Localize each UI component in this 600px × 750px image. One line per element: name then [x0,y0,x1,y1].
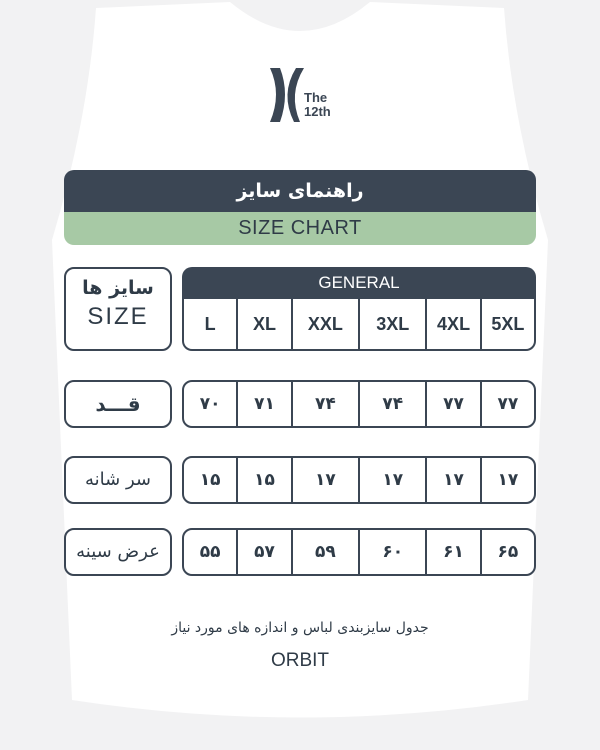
table-row [182,528,536,576]
value-cell: ۶۵ [497,542,519,562]
value-cell: ۱۷ [293,458,360,502]
value-cell: ۷۱ [238,382,292,426]
value-cell: ۷۷ [497,394,519,414]
value-cell: ۷۰ [184,382,238,426]
size-cell: 5XL [491,313,525,334]
value-cell: ۱۷ [360,458,427,502]
size-cell: XL [238,299,292,349]
size-cell: XXL [293,299,360,349]
size-cell: 4XL [427,299,481,349]
footer-caption: جدول سایزبندی لباس و اندازه های مورد نیاز [171,620,429,636]
row-label-height: قـــد [64,380,172,428]
value-cell: ۷۴ [360,382,427,426]
value-cell: ۵۵ [184,530,238,574]
value-cell: ۱۷ [497,470,519,490]
title-english: SIZE CHART [64,212,536,245]
model-name: ORBIT [270,650,330,671]
size-label-en: SIZE [87,303,149,330]
brand-name-line2: 12th [304,104,331,119]
size-cell: L [184,299,238,349]
title-persian: راهنمای سایز [64,170,536,212]
table-row [182,456,536,504]
group-header: GENERAL [182,267,536,299]
row-label-chest: عرض سینه [64,528,172,576]
value-cell: ۶۱ [427,530,481,574]
table-row [182,380,536,428]
value-cell: ۵۷ [238,530,292,574]
value-cell: ۶۰ [360,530,427,574]
value-cell: ۷۴ [293,382,360,426]
size-label-fa: سایز ها [82,277,154,299]
value-cell: ۷۷ [427,382,481,426]
value-cell: ۱۷ [427,458,481,502]
brand-name-line1: The [304,90,328,105]
value-cell: ۱۵ [238,458,292,502]
size-cell: 3XL [360,299,427,349]
row-label-shoulder: سر شانه [64,456,172,504]
size-label-box [64,267,172,351]
sizes-row [182,299,536,351]
value-cell: ۵۹ [293,530,360,574]
value-cell: ۱۵ [184,458,238,502]
